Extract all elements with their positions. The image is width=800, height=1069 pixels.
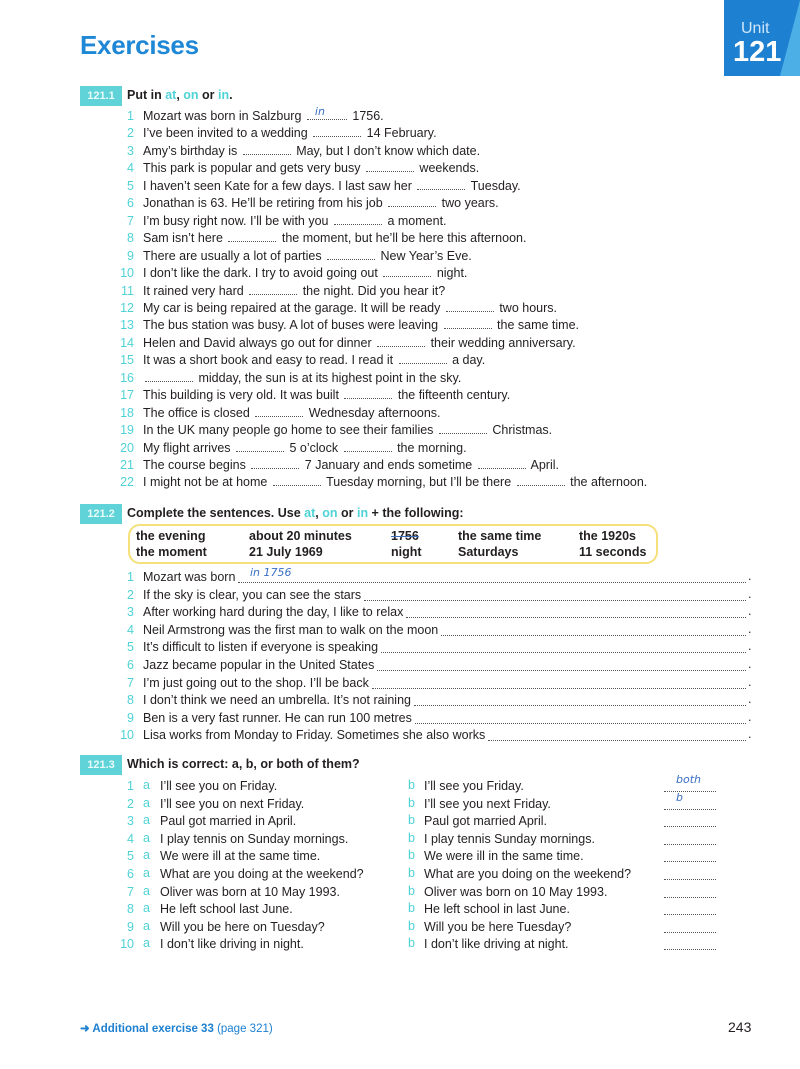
question-row: If the sky is clear, you can see the stars — [143, 587, 362, 602]
unit-label: Unit — [741, 20, 770, 37]
question-number: 17 — [120, 388, 134, 403]
option-b-label: b — [408, 918, 415, 933]
answer-line[interactable] — [441, 635, 746, 636]
question-row: Ben is a very fast runner. He can run 100 metres — [143, 710, 412, 725]
question-number: 6 — [127, 658, 134, 672]
exercise-instruction: Put in at, on or in. — [127, 88, 233, 102]
option-a-label: a — [143, 883, 150, 898]
question-number: 5 — [127, 640, 134, 655]
answer-blank[interactable] — [664, 902, 716, 915]
option-a-text: He left school last June. — [160, 902, 293, 917]
answer-blank[interactable] — [334, 214, 382, 225]
answer-blank[interactable] — [236, 441, 284, 452]
question-number: 8 — [127, 902, 134, 917]
answer-blank[interactable] — [249, 284, 297, 295]
question-text: two hours. — [495, 300, 557, 315]
handwritten-answer: in 1756 — [250, 566, 292, 579]
question-number: 8 — [127, 693, 134, 708]
answer-line[interactable] — [381, 652, 746, 653]
question-number: 4 — [127, 161, 134, 176]
unit-number: 121 — [733, 36, 782, 68]
answer-blank[interactable] — [664, 920, 716, 933]
question-text: Sam isn’t here — [143, 231, 227, 246]
answer-blank[interactable] — [255, 406, 303, 417]
question-text: the same time. — [493, 318, 580, 333]
question-number: 4 — [127, 622, 134, 637]
sentence-end: . — [748, 709, 752, 724]
option-b-text: He left school in last June. — [424, 902, 570, 917]
question-row — [143, 125, 437, 142]
question-number: 2 — [127, 587, 134, 602]
question-text: Christmas. — [488, 423, 553, 438]
question-row: Jazz became popular in the United States — [143, 658, 375, 672]
sentence-end: . — [748, 604, 752, 619]
question-number: 7 — [127, 884, 134, 899]
answer-line[interactable] — [364, 600, 746, 601]
question-number: 8 — [127, 231, 134, 246]
box-word: the evening — [136, 529, 206, 543]
option-b-label: b — [408, 901, 415, 916]
question-text: I’ve been invited to a wedding — [143, 126, 312, 141]
question-text: a day. — [448, 353, 486, 368]
answer-blank[interactable] — [366, 161, 414, 172]
option-a-label: a — [143, 795, 150, 810]
sentence-end: . — [748, 621, 752, 636]
question-text: 7 January and ends sometime — [301, 458, 473, 472]
option-a-text: What are you doing at the weekend? — [160, 867, 364, 881]
option-a-text: I’ll see you on next Friday. — [160, 796, 305, 811]
sentence-end: . — [748, 674, 752, 689]
answer-blank[interactable] — [478, 458, 526, 469]
question-text: I’m busy right now. I’ll be with you — [143, 213, 332, 228]
question-text: Tuesday morning, but I’ll be there — [322, 475, 512, 490]
exercise-badge: 121.1 — [80, 86, 122, 106]
question-text: In the UK many people go home to see their families — [143, 423, 437, 438]
question-row — [143, 213, 447, 230]
box-word: night — [391, 545, 422, 559]
answer-blank[interactable] — [664, 814, 716, 827]
question-text: 5 o’clock — [286, 440, 339, 455]
answer-blank[interactable] — [273, 475, 321, 486]
question-number: 2 — [127, 126, 134, 141]
question-row: I’m just going out to the shop. I’ll be back — [143, 675, 369, 690]
question-number: 6 — [127, 196, 134, 211]
question-text: It rained very hard — [143, 283, 248, 298]
answer-blank[interactable] — [399, 353, 447, 364]
answer-blank[interactable] — [377, 336, 425, 347]
answer-blank[interactable] — [228, 231, 276, 242]
box-word: 11 seconds — [579, 545, 647, 559]
sentence-end: . — [748, 586, 752, 601]
question-number: 1 — [127, 570, 134, 584]
question-number: 3 — [127, 143, 134, 158]
question-text: the night. Did you hear it? — [299, 283, 446, 298]
question-row — [143, 178, 521, 195]
option-a-label: a — [143, 830, 150, 845]
question-number: 12 — [120, 300, 134, 315]
question-text: It was a short book and easy to read. I read it — [143, 353, 397, 368]
answer-blank[interactable] — [664, 867, 716, 880]
question-row — [143, 195, 499, 212]
answer-blank[interactable] — [664, 832, 716, 845]
option-b-text: Will you be here Tuesday? — [424, 919, 572, 934]
question-number: 11 — [121, 283, 134, 298]
question-number: 5 — [127, 849, 134, 864]
answer-blank[interactable] — [664, 885, 716, 898]
option-b-label: b — [408, 866, 415, 880]
answer-blank[interactable] — [388, 196, 436, 207]
answer-line[interactable] — [406, 617, 746, 618]
question-number: 1 — [127, 779, 134, 793]
question-number: 10 — [120, 728, 134, 743]
answer-line[interactable] — [377, 670, 746, 671]
answer-line[interactable] — [372, 688, 746, 689]
question-text: 14 February. — [363, 126, 437, 141]
box-word: about 20 minutes — [249, 529, 352, 543]
exercise-instruction: Complete the sentences. Use at, on or in + the following: — [127, 506, 464, 520]
option-a-label: a — [143, 918, 150, 933]
answer-blank[interactable] — [439, 423, 487, 434]
question-text: Helen and David always go out for dinner — [143, 335, 376, 350]
question-row — [143, 160, 479, 177]
question-text: Jonathan is 63. He’ll be retiring from his job — [143, 196, 387, 211]
option-a-text: Paul got married in April. — [160, 814, 297, 829]
answer-line[interactable] — [415, 723, 746, 724]
answer-line[interactable] — [414, 705, 746, 706]
answer-blank[interactable] — [327, 249, 375, 260]
option-b-text: Paul got married April. — [424, 814, 547, 829]
option-b-text: I’ll see you next Friday. — [424, 796, 551, 811]
question-text: night. — [433, 266, 468, 281]
answer-line[interactable] — [238, 582, 746, 583]
question-text: I haven’t seen Kate for a few days. I last saw her — [143, 178, 416, 193]
question-number: 5 — [127, 178, 134, 193]
answer-blank[interactable] — [444, 318, 492, 329]
page-title: Exercises — [80, 30, 199, 60]
question-number: 7 — [127, 675, 134, 690]
question-number: 1 — [127, 109, 134, 123]
page-number: 243 — [728, 1019, 752, 1035]
question-row: After working hard during the day, I like to relax — [143, 605, 404, 620]
question-text: The course begins — [143, 458, 250, 472]
question-number: 9 — [127, 248, 134, 263]
option-b-label: b — [408, 848, 415, 863]
answer-blank[interactable] — [307, 105, 347, 120]
question-text: Wednesday afternoons. — [305, 405, 441, 420]
question-text: The office is closed — [143, 405, 254, 420]
option-a-label: a — [143, 778, 150, 792]
answer-blank[interactable] — [344, 388, 392, 399]
option-a-text: I don’t like driving in night. — [160, 937, 304, 952]
option-a-label: a — [143, 813, 150, 828]
unit-tab-corner — [780, 0, 800, 76]
answer-blank[interactable] — [243, 144, 291, 155]
handwritten-answer: in — [314, 105, 325, 118]
question-row — [143, 265, 467, 282]
question-number: 9 — [127, 919, 134, 934]
question-row — [143, 440, 467, 457]
question-row — [143, 422, 552, 439]
question-row — [143, 230, 526, 247]
question-row: Lisa works from Monday to Friday. Sometimes she also works — [143, 728, 486, 743]
option-a-text: I play tennis on Sunday mornings. — [160, 831, 349, 846]
option-a-text: We were ill at the same time. — [160, 849, 321, 864]
box-word: the same time — [458, 529, 542, 543]
answer-blank[interactable] — [145, 371, 193, 382]
question-number: 16 — [120, 370, 134, 385]
option-a-label: a — [143, 866, 150, 880]
question-number: 9 — [127, 710, 134, 725]
question-number: 6 — [127, 867, 134, 881]
box-word: 1756 — [391, 529, 419, 543]
question-number: 15 — [120, 353, 134, 368]
question-row — [143, 387, 510, 404]
option-a-label: a — [143, 901, 150, 916]
answer-blank[interactable] — [313, 126, 361, 137]
question-text: weekends. — [415, 161, 480, 176]
question-row — [143, 405, 441, 422]
answer-blank[interactable] — [344, 441, 392, 452]
question-number: 2 — [127, 796, 134, 811]
question-text: I might not be at home — [143, 475, 271, 490]
question-text: I don’t like the dark. I try to avoid going out — [143, 266, 382, 281]
question-text: two years. — [438, 196, 499, 211]
question-row — [143, 283, 445, 300]
exercise-instruction: Which is correct: a, b, or both of them? — [127, 757, 360, 771]
question-number: 19 — [120, 423, 134, 438]
question-text: This building is very old. It was built — [143, 388, 343, 403]
question-number: 4 — [127, 831, 134, 846]
option-b-label: b — [408, 778, 415, 792]
question-text: April. — [527, 458, 559, 472]
option-b-text: I don’t like driving at night. — [424, 937, 569, 952]
question-row: Neil Armstrong was the first man to walk on the moon — [143, 622, 439, 637]
question-number: 13 — [120, 318, 134, 333]
question-row — [143, 143, 480, 160]
box-word: the moment — [136, 545, 207, 559]
option-a-text: I’ll see you on Friday. — [160, 779, 278, 793]
question-number: 18 — [120, 405, 134, 420]
question-text: The bus station was busy. A lot of buses were leaving — [143, 318, 442, 333]
question-row — [143, 300, 557, 317]
option-b-text: We were ill in the same time. — [424, 849, 584, 864]
question-text: the moment, but he’ll be here this afternoon. — [278, 231, 527, 246]
question-number: 14 — [120, 335, 134, 350]
question-row — [143, 474, 647, 491]
option-b-text: I’ll see you Friday. — [424, 779, 524, 793]
question-number: 3 — [127, 605, 134, 620]
box-word: the 1920s — [579, 529, 636, 543]
sentence-end: . — [748, 692, 752, 707]
answer-blank[interactable] — [251, 458, 299, 469]
handwritten-answer: b — [676, 790, 683, 804]
box-word: 21 July 1969 — [249, 545, 323, 559]
question-row — [143, 248, 472, 265]
question-text: the afternoon. — [566, 475, 648, 490]
answer-blank[interactable] — [664, 849, 716, 862]
sentence-end: . — [748, 727, 752, 742]
sentence-end: . — [748, 639, 752, 654]
exercise-badge: 121.3 — [80, 755, 122, 775]
question-row: It’s difficult to listen if everyone is speaking — [143, 640, 379, 655]
question-text: midday, the sun is at its highest point in the sky. — [195, 370, 462, 385]
question-text: My flight arrives — [143, 440, 234, 455]
sentence-end: . — [748, 569, 752, 583]
question-number: 22 — [120, 475, 134, 490]
answer-blank[interactable] — [664, 773, 716, 792]
exercise-badge: 121.2 — [80, 504, 122, 524]
unit-tab — [724, 0, 800, 76]
question-text: the morning. — [393, 440, 467, 455]
question-number: 3 — [127, 814, 134, 829]
question-text: the fifteenth century. — [394, 388, 511, 403]
option-a-label: a — [143, 936, 150, 951]
option-b-label: b — [408, 883, 415, 898]
additional-exercise-link[interactable]: ➜ Additional exercise 33 (page 321) — [80, 1023, 273, 1035]
option-b-text: I play tennis Sunday mornings. — [424, 831, 595, 846]
option-b-label: b — [408, 830, 415, 845]
option-b-text: Oliver was born on 10 May 1993. — [424, 884, 608, 899]
question-row — [143, 457, 559, 474]
box-word: Saturdays — [458, 545, 519, 559]
question-text: Mozart was born in Salzburg — [143, 109, 305, 123]
option-b-text: What are you doing on the weekend? — [424, 867, 632, 881]
question-row: I don’t think we need an umbrella. It’s not raining — [143, 693, 411, 708]
question-number: 21 — [120, 458, 134, 472]
option-b-label: b — [408, 813, 415, 828]
question-text: May, but I don’t know which date. — [292, 143, 481, 158]
question-text: New Year’s Eve. — [377, 248, 472, 263]
question-text: My car is being repaired at the garage. It will be ready — [143, 300, 444, 315]
answer-blank[interactable] — [446, 301, 494, 312]
question-text: Amy’s birthday is — [143, 143, 241, 158]
answer-blank[interactable] — [383, 266, 431, 277]
question-number: 7 — [127, 213, 134, 228]
question-row — [143, 105, 384, 125]
question-row — [143, 335, 576, 352]
question-text: Tuesday. — [467, 178, 521, 193]
option-a-text: Will you be here on Tuesday? — [160, 919, 325, 934]
question-text: their wedding anniversary. — [427, 335, 576, 350]
question-row — [143, 352, 485, 369]
question-number: 10 — [120, 937, 134, 952]
question-number: 10 — [120, 266, 134, 281]
sentence-end: . — [748, 657, 752, 671]
question-row — [143, 370, 461, 387]
question-text: This park is popular and gets very busy — [143, 161, 364, 176]
question-row: Mozart was born — [143, 570, 236, 584]
question-text: a moment. — [383, 213, 447, 228]
option-b-label: b — [408, 936, 415, 951]
answer-line[interactable] — [488, 740, 746, 741]
handwritten-answer: both — [676, 773, 701, 786]
question-text: There are usually a lot of parties — [143, 248, 326, 263]
answer-blank[interactable] — [417, 179, 465, 190]
answer-blank[interactable] — [517, 475, 565, 486]
option-a-text: Oliver was born at 10 May 1993. — [160, 884, 340, 899]
option-b-label: b — [408, 795, 415, 810]
question-row — [143, 317, 579, 334]
answer-blank[interactable] — [664, 790, 716, 810]
option-a-label: a — [143, 848, 150, 863]
answer-blank[interactable] — [664, 937, 716, 950]
question-text: 1756. — [348, 109, 384, 123]
question-number: 20 — [120, 440, 134, 455]
